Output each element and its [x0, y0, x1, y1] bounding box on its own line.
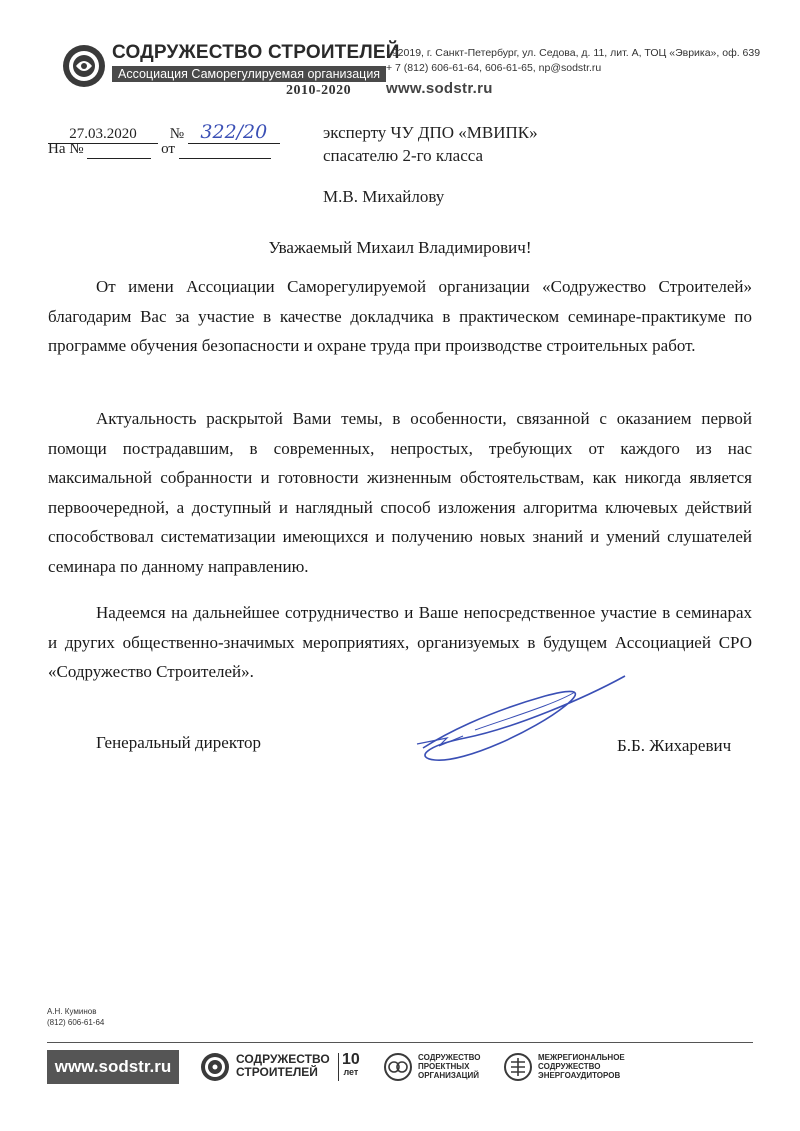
org-subtitle: Ассоциация Саморегулируемая организация	[112, 66, 386, 82]
org-years: 2010-2020	[286, 83, 352, 98]
org-name: СОДРУЖЕСТВО СТРОИТЕЛЕЙ	[112, 42, 400, 63]
paragraph-3: Надеемся на дальнейшее сотрудничество и Ваше непосредственное участие в семинарах и других общественно-значимых мероприятиях, организуемых в будущем Ассоциацией СРО «Содружество Строителей».	[48, 603, 752, 681]
addressee-line2: спасателю 2-го класса	[323, 146, 484, 165]
partner1-name: СОДРУЖЕСТВО СТРОИТЕЛЕЙ	[236, 1052, 330, 1079]
letter-date: 27.03.2020	[48, 126, 158, 144]
addressee-line1: эксперту ЧУ ДПО «МВИПК»	[323, 123, 538, 142]
incoming-ref	[48, 141, 271, 159]
footer-separator	[338, 1053, 339, 1081]
footer-site-link[interactable]: www.sodstr.ru	[47, 1050, 179, 1084]
phones: + 7 (812) 606-61-64, 606-61-65, np@sodstr.ru	[386, 62, 602, 74]
paragraph-1: От имени Ассоциации Саморегулируемой организации «Содружество Строителей» благодарим Вас за участие в качестве докладчика в практическом семинаре-практикуме по программе обучения безопасности и охране труда при производстве строительных работ.	[48, 277, 752, 355]
signature-icon	[405, 668, 635, 768]
number-label: №	[169, 126, 185, 142]
partner3-name: МЕЖРЕГИОНАЛЬНОЕ СОДРУЖЕСТВО ЭНЕРГОАУДИТОРОВ	[538, 1053, 625, 1080]
handwritten-number: 322/20	[200, 121, 268, 143]
sodstr-footer-logo-icon	[200, 1052, 230, 1082]
salutation: Уважаемый Михаил Владимирович!	[268, 238, 532, 257]
paragraph-2: Актуальность раскрытой Вами темы, в особенности, связанной с оказанием первой помощи пострадавшим, в современных, непростых, требующих от каждого из нас максимальной собранности и готовности жизненным обстоятельствам, как никогда является первоочередной, а доступный и наглядный способ изложения алгоритма ключевых действий способствовал систематизации имеющихся и получению новых знаний и умений слушателей семинара по данному направлению.	[48, 409, 752, 576]
from-label: от	[161, 141, 175, 157]
header-site-link[interactable]: www.sodstr.ru	[386, 80, 493, 97]
energy-auditors-logo-icon	[503, 1052, 533, 1082]
reply-label: На №	[48, 141, 84, 157]
contacts	[386, 46, 760, 76]
sodstr-logo-icon	[62, 44, 106, 88]
executor-name: А.Н. Куминов	[47, 1007, 97, 1016]
addressee-name: М.В. Михайлову	[323, 187, 445, 206]
signatory-name: Б.Б. Жихаревич	[617, 736, 732, 755]
anniversary-badge: 10 лет	[342, 1051, 360, 1077]
executor-phone: (812) 606-61-64	[47, 1018, 105, 1027]
signatory-position: Генеральный директор	[96, 733, 262, 752]
partner2-name: СОДРУЖЕСТВО ПРОЕКТНЫХ ОРГАНИЗАЦИЙ	[418, 1053, 481, 1080]
footer-divider	[47, 1042, 753, 1043]
address: 192019, г. Санкт-Петербург, ул. Седова, д. 11, лит. А, ТОЦ «Эврика», оф. 639	[386, 47, 761, 59]
spo-logo-icon	[383, 1052, 413, 1082]
executor	[47, 1006, 104, 1028]
